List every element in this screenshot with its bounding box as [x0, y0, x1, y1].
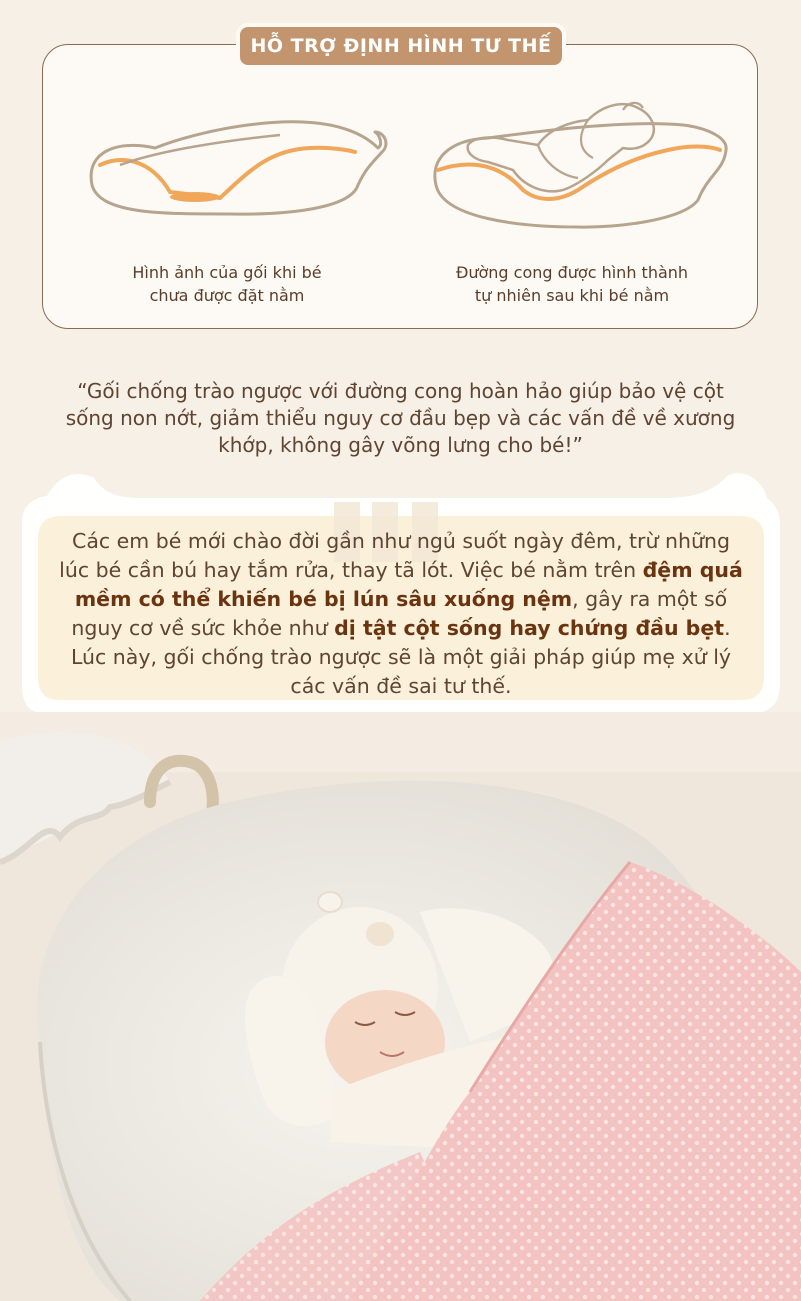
info-text: Các em bé mới chào đời gần như ngủ suốt ngày đêm, trừ những lúc bé cần bú hay tắm rửa, thay tã lót. Việc bé nằm trên: [59, 529, 730, 582]
info-text: . Lúc này, gối chống trào ngược sẽ là một giải pháp giúp mẹ xử lý các vấn đề sai tư thế.: [70, 616, 732, 698]
pillow-with-baby-illustration: [428, 90, 738, 230]
quote-line: khớp, không gây võng lưng cho bé!”: [218, 433, 583, 457]
caption-line: Đường cong được hình thành: [455, 263, 689, 282]
quote-line: “Gối chống trào ngược với đường cong hoàn hảo giúp bảo vệ cột: [77, 379, 724, 403]
caption-line: chưa được đặt nằm: [149, 286, 305, 305]
quote-line: sống non nớt, giảm thiểu nguy cơ đầu bẹp và các vấn đề về xương: [65, 406, 736, 430]
caption-line: Hình ảnh của gối khi bé: [132, 263, 322, 282]
caption-line: tự nhiên sau khi bé nằm: [474, 286, 670, 305]
caption-pillow-empty: [77, 261, 377, 307]
baby-on-pillow-photo: [0, 712, 801, 1301]
pillow-empty-illustration: [80, 110, 390, 220]
info-text-bold: đệm quá mềm có thể khiến bé bị lún sâu xuống nệm: [74, 558, 743, 611]
section-title-badge: HỖ TRỢ ĐỊNH HÌNH TƯ THẾ: [236, 23, 566, 69]
quote-text: [40, 378, 761, 459]
caption-pillow-with-baby: [422, 261, 722, 307]
info-text-bold: dị tật cột sống hay chứng đầu bẹt: [334, 616, 725, 640]
info-paragraph: [55, 527, 747, 701]
info-text: , gây ra một số nguy cơ về sức khỏe như: [71, 587, 728, 640]
